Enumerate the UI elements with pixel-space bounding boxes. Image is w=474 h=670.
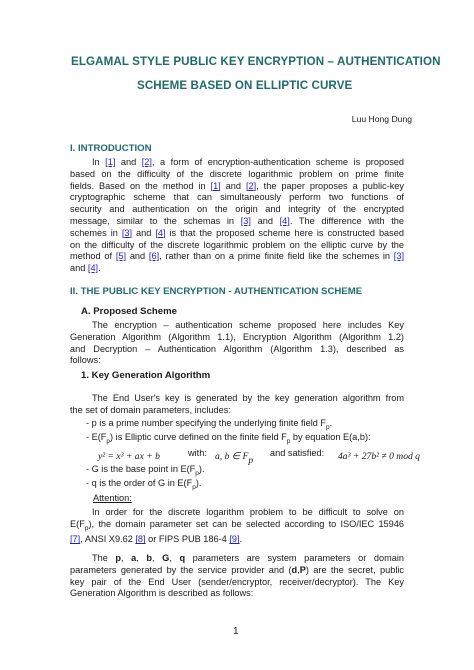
scheme-line: follows: xyxy=(70,355,101,366)
intro-line: In [1] and [2], a form of encryption-authentication scheme is proposed xyxy=(92,157,405,167)
scheme-line: The encryption – authentication scheme proposed here includes Key xyxy=(92,320,404,330)
ref-link-9[interactable]: [9] xyxy=(229,534,240,545)
discriminant-condition: 4a³ + 27b² ≠ 0 mod q xyxy=(338,451,420,462)
attention-paragraph xyxy=(70,507,404,546)
ref-link-5[interactable]: [5] xyxy=(115,251,127,262)
keygen-heading: 1. Key Generation Algorithm xyxy=(81,370,211,381)
ref-link-4[interactable]: [4] xyxy=(155,227,166,238)
ref-link-2[interactable]: [2] xyxy=(141,157,152,167)
page-number: 1 xyxy=(233,626,239,637)
bullet-p: - p is a prime number specifying the underlying finite field $F_p$. xyxy=(86,418,333,431)
curve-equation-row xyxy=(98,446,160,464)
parameters-line: key pair of the End User (sender/encryptor, receiver/decryptor). The Key xyxy=(70,576,404,587)
ref-link-2[interactable]: [2] xyxy=(245,180,257,191)
title-line-2: SCHEME BASED ON ELLIPTIC CURVE xyxy=(137,79,353,92)
author: Luu Hong Dung xyxy=(351,114,412,124)
bullet-q: - q is the order of G in $E(F_p)$. xyxy=(86,478,202,491)
curve-equation: y² = x³ + ax + b xyxy=(98,451,160,462)
attention-line: In order for the discrete logarithm problem to be difficult to solve on xyxy=(92,507,404,517)
scheme-line: Generation Algorithm (Algorithm 1.1), Encryption Algorithm (Algorithm 1.2) xyxy=(70,331,404,342)
parameters-line: parameters generated by the service provider and (d,P) are the secret, public xyxy=(70,564,404,575)
intro-line: schemes in [3] and [4] is that the proposed scheme here is constructed based xyxy=(70,227,404,238)
subsection-a-heading: A. Proposed Scheme xyxy=(81,306,177,317)
eq-with-label: with: xyxy=(188,448,207,458)
intro-line: cryptographic scheme that can simultaneously perform two functions of xyxy=(70,192,404,203)
intro-line: security and authentication on the origin and integrity of the encrypted xyxy=(70,204,404,215)
ref-link-6[interactable]: [6] xyxy=(148,251,160,262)
keygen-paragraph xyxy=(70,393,404,417)
parameters-line: Generation Algorithm is described as follows: xyxy=(70,588,254,599)
keygen-line: the set of domain parameters, includes: xyxy=(70,404,231,415)
parameters-line: The p, a, b, G, q parameters are system parameters or domain xyxy=(92,553,405,563)
scheme-intro-paragraph xyxy=(70,320,404,367)
attention-label: Attention: xyxy=(93,493,132,503)
intro-line: and [4]. xyxy=(70,263,101,274)
attention-line: [7], ANSI X9.62 [8] or FIPS PUB 186-4 [9]. xyxy=(70,534,243,545)
intro-line: fields. Based on the method in [1] and [2], the paper proposes a public-key xyxy=(70,180,405,191)
bullet-g: - G is the base point in $E(F_p)$. xyxy=(86,464,205,477)
eq-ab-domain: a, b ∈ $F_p$ xyxy=(215,451,254,467)
section-2-heading: II. THE PUBLIC KEY ENCRYPTION - AUTHENTICATION SCHEME xyxy=(70,286,363,297)
intro-paragraph xyxy=(70,157,404,275)
intro-line: on the difficulty of the discrete logarithmic problem on the elliptic curve by the xyxy=(70,239,404,250)
ref-link-8[interactable]: [8] xyxy=(135,534,146,545)
ref-link-4[interactable]: [4] xyxy=(87,263,99,274)
ref-link-4[interactable]: [4] xyxy=(279,215,290,226)
ref-link-7[interactable]: [7] xyxy=(70,534,81,545)
intro-line: based on the difficulty of the discrete logarithmic problem on prime finite xyxy=(70,168,404,179)
parameters-paragraph xyxy=(70,553,404,600)
bullet-e: - $E(F_p)$ is Elliptic curve defined on the finite field $F_p$ by equation E(a,b): xyxy=(86,432,371,445)
ref-link-1[interactable]: [1] xyxy=(105,157,116,167)
intro-line: message, similar to the schemas in [3] and [4]. The difference with the xyxy=(70,215,404,226)
attention-line: $E(F_p)$, the domain parameter set can be selected according to ISO/IEC 15946 xyxy=(70,518,404,532)
intro-line: method of [5] and [6], rather than on a prime finite field like the schemes in [3] xyxy=(70,251,404,262)
keygen-line: The End User's key is generated by the key generation algorithm from xyxy=(92,393,404,403)
ref-link-3[interactable]: [3] xyxy=(393,251,404,262)
ref-link-3[interactable]: [3] xyxy=(240,215,251,226)
ref-link-1[interactable]: [1] xyxy=(210,180,221,191)
eq-satisfied-label: and satisfied: xyxy=(270,448,325,458)
section-1-heading: I. INTRODUCTION xyxy=(70,143,152,154)
scheme-line: and Decryption – Authentication Algorithm (Algorithm 1.3), described as xyxy=(70,343,404,354)
ref-link-3[interactable]: [3] xyxy=(121,227,133,238)
title-line-1: ELGAMAL STYLE PUBLIC KEY ENCRYPTION – AUTHENTICATION xyxy=(71,55,441,68)
